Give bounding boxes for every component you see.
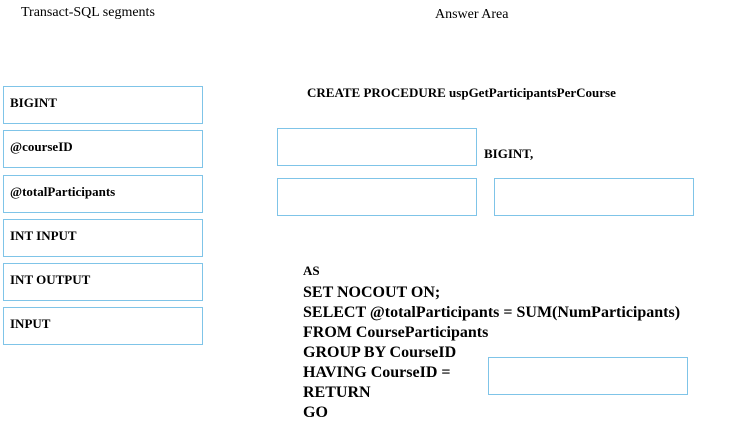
- answer-area-header: Answer Area: [435, 7, 509, 22]
- segment-int-input[interactable]: INT INPUT: [3, 219, 203, 257]
- segment-int-output[interactable]: INT OUTPUT: [3, 263, 203, 301]
- drop-target-2[interactable]: [277, 178, 477, 216]
- segment-courseid[interactable]: @courseID: [3, 130, 203, 168]
- code-line: SET NOCOUT ON;: [303, 284, 441, 301]
- drop-target-3[interactable]: [494, 178, 694, 216]
- segment-totalparticipants[interactable]: @totalParticipants: [3, 175, 203, 213]
- procedure-body: [303, 283, 680, 423]
- code-line: GROUP BY CourseID: [303, 344, 457, 361]
- segment-bigint[interactable]: BIGINT: [3, 86, 203, 124]
- code-line: HAVING CourseID =: [303, 364, 451, 381]
- code-line: RETURN: [303, 384, 371, 401]
- as-keyword: AS: [303, 263, 320, 278]
- bigint-suffix: BIGINT,: [484, 146, 534, 161]
- code-line: FROM CourseParticipants: [303, 324, 489, 341]
- drop-target-4[interactable]: [488, 357, 688, 395]
- code-line: SELECT @totalParticipants = SUM(NumParticipants): [303, 304, 681, 321]
- code-line: GO: [303, 404, 328, 421]
- segments-header: Transact-SQL segments: [21, 5, 155, 20]
- drop-target-1[interactable]: [277, 128, 477, 166]
- create-procedure-line: CREATE PROCEDURE uspGetParticipantsPerCourse: [307, 85, 616, 100]
- segment-input[interactable]: INPUT: [3, 307, 203, 345]
